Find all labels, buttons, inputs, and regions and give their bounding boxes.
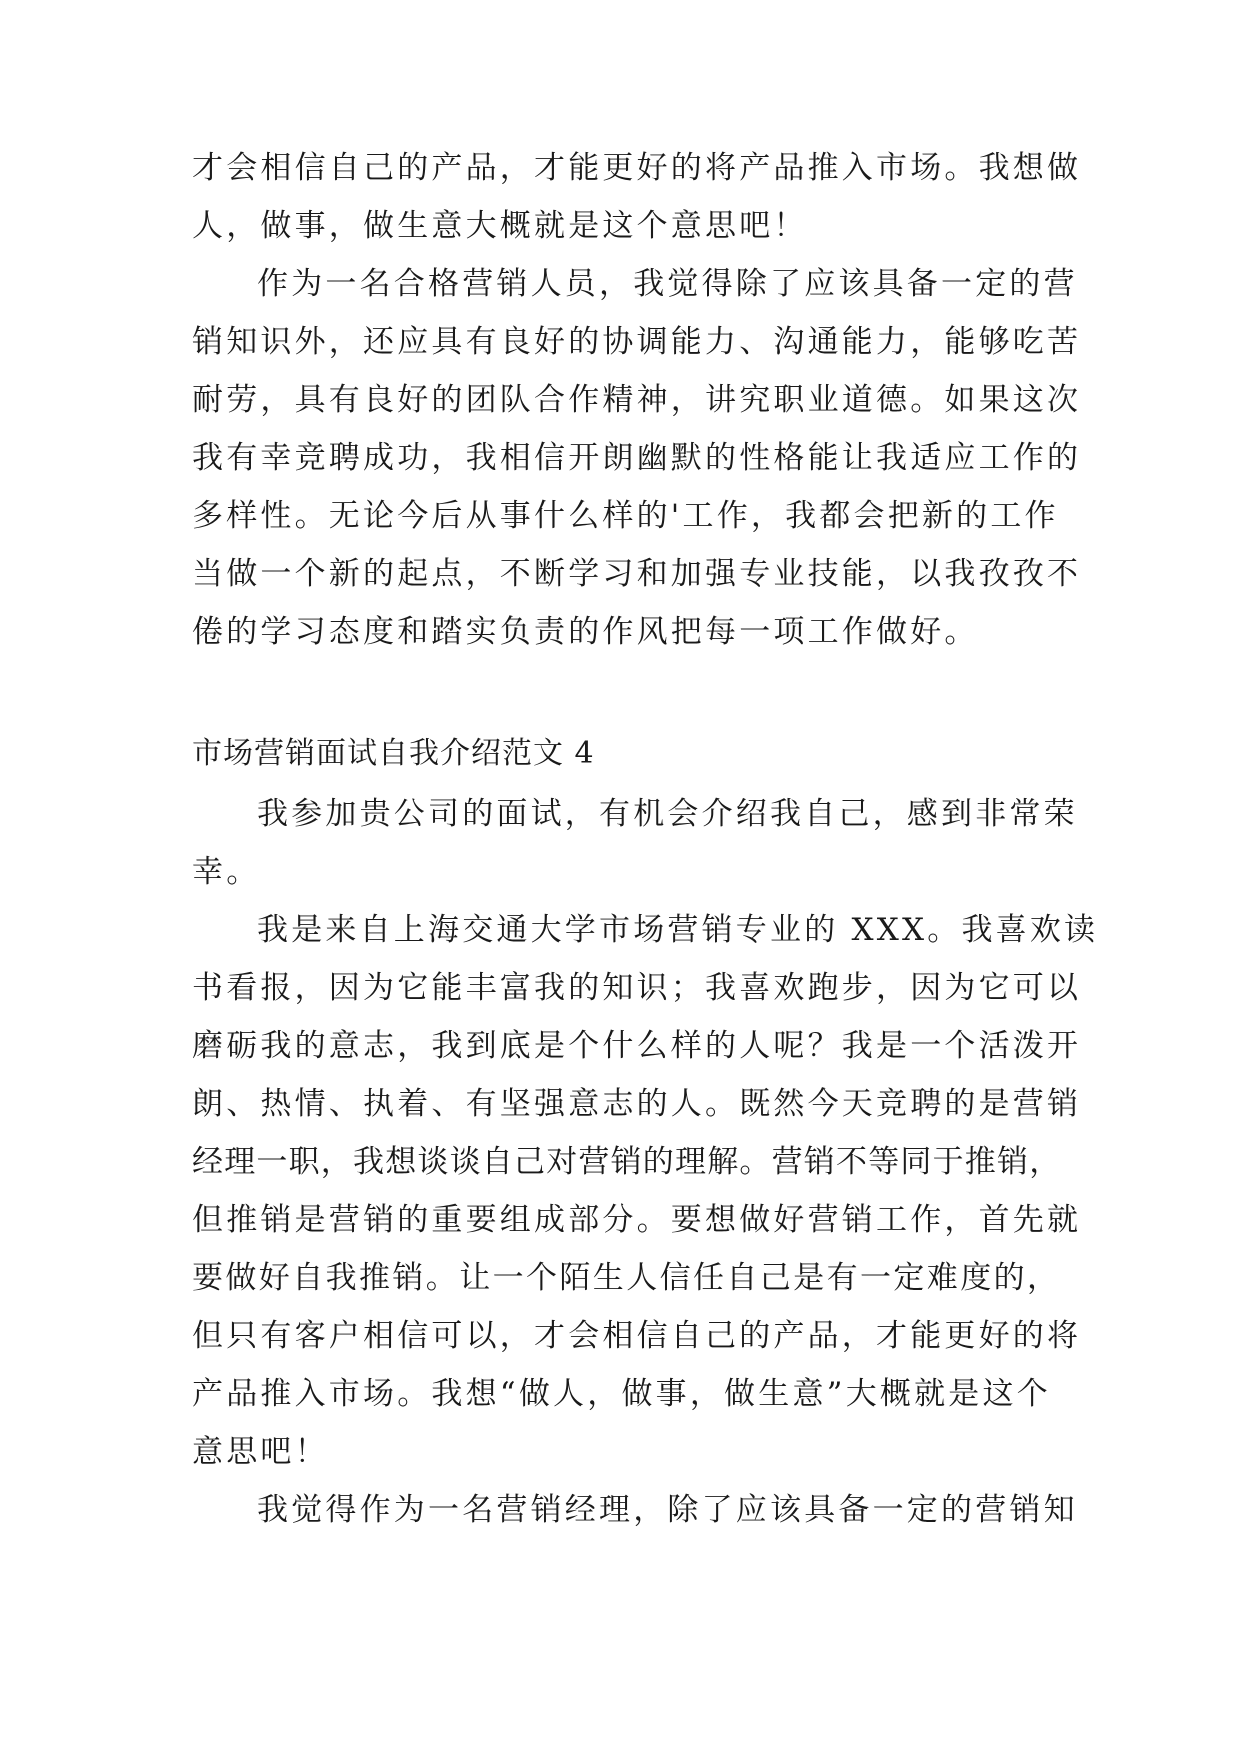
text-line: 才会相信自己的产品，才能更好的将产品推入市场。我想做 — [192, 150, 1082, 186]
text-line: 我觉得作为一名营销经理，除了应该具备一定的营销知 — [257, 1492, 1078, 1528]
text-line: 经理一职，我想谈谈自己对营销的理解。营销不等同于推销， — [192, 1144, 1062, 1180]
text-line: 朗、热情、执着、有坚强意志的人。既然今天竞聘的是营销 — [192, 1086, 1082, 1122]
text-line: 人，做事，做生意大概就是这个意思吧！ — [192, 208, 808, 244]
text-line: 当做一个新的起点，不断学习和加强专业技能，以我孜孜不 — [192, 556, 1082, 592]
text-line: 我参加贵公司的面试，有机会介绍我自己，感到非常荣 — [257, 796, 1078, 832]
text-line: 作为一名合格营销人员，我觉得除了应该具备一定的营 — [257, 266, 1078, 302]
text-line: 我有幸竞聘成功，我相信开朗幽默的性格能让我适应工作的 — [192, 440, 1082, 476]
section-heading: 市场营销面试自我介绍范文 4 — [192, 736, 595, 771]
text-line: 产品推入市场。我想“做人，做事，做生意”大概就是这个 — [192, 1376, 1051, 1412]
text-line: 磨砺我的意志，我到底是个什么样的人呢？我是一个活泼开 — [192, 1028, 1082, 1064]
text-line: 倦的学习态度和踏实负责的作风把每一项工作做好。 — [192, 614, 979, 650]
text-line: 要做好自我推销。让一个陌生人信任自己是有一定难度的， — [192, 1260, 1061, 1296]
text-line: 耐劳，具有良好的团队合作精神，讲究职业道德。如果这次 — [192, 382, 1082, 418]
text-line: 幸。 — [192, 854, 261, 890]
text-line: 但只有客户相信可以，才会相信自己的产品，才能更好的将 — [192, 1318, 1082, 1354]
text-line: 多样性。无论今后从事什么样的'工作，我都会把新的工作 — [192, 498, 1059, 534]
text-line: 书看报，因为它能丰富我的知识；我喜欢跑步，因为它可以 — [192, 970, 1082, 1006]
text-line: 我是来自上海交通大学市场营销专业的 XXX。我喜欢读 — [257, 912, 1099, 948]
text-line: 意思吧！ — [192, 1434, 329, 1470]
text-line: 但推销是营销的重要组成部分。要想做好营销工作，首先就 — [192, 1202, 1082, 1238]
text-line: 销知识外，还应具有良好的协调能力、沟通能力，能够吃苦 — [192, 324, 1082, 360]
